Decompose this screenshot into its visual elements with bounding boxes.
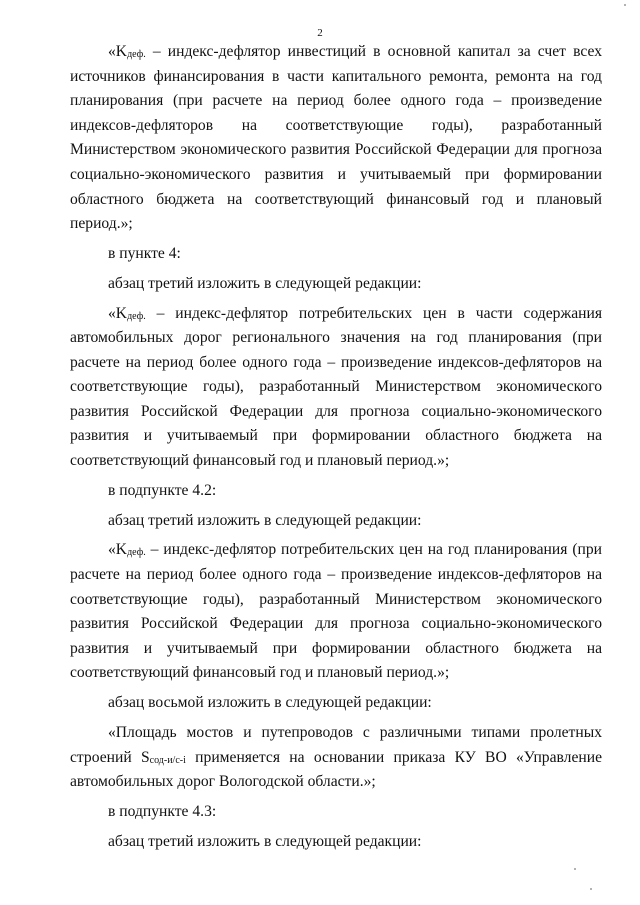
subscript: деф.	[127, 49, 146, 60]
paragraph-text-start: «K	[108, 541, 128, 559]
paragraph-text: в пункте 4:	[108, 244, 181, 262]
paragraph-subitem-4-2	[70, 479, 602, 504]
paragraph-kdef-roads	[70, 302, 602, 474]
paragraph-text-start: «K	[108, 304, 128, 322]
paragraph-text: абзац восьмой изложить в следующей редакции:	[108, 694, 432, 712]
paragraph-text-start: «Площадь мостов и путепроводов с различными типами пролетных строений S	[70, 723, 602, 766]
paragraph-kdef-investment	[70, 40, 602, 237]
paragraph-text: абзац третий изложить в следующей редакции:	[108, 274, 422, 292]
paragraph-subitem-4-3	[70, 800, 602, 825]
document-body	[70, 40, 602, 859]
paragraph-text: – индекс-дефлятор потребительских цен в части содержания автомобильных дорог регионального значения на год планирования (при расчете на период более одного года – произведение индексов-дефляторов на соответствующие годы), разработанный Министерством экономического развития Российской Федерации для прогноза социально-экономического развития и учитываемый при формировании областного бюджета на соответствующий финансовый год и плановый период.»;	[70, 304, 602, 470]
paragraph-text: – индекс-дефлятор инвестиций в основной капитал за счет всех источников финансирования в части капитального ремонта, ремонта на год планирования (при расчете на период более одного года – произведение индексов-дефляторов на соответствующие годы), разработанный Министерством экономического развития Российской Федерации для прогноза социально-экономического развития и учитываемый при формировании областного бюджета на соответствующий финансовый год и плановый период.»;	[70, 43, 602, 233]
subscript: сод-и/с-i	[149, 754, 186, 766]
paragraph-bridges	[70, 721, 602, 795]
paragraph-text: в подпункте 4.3:	[108, 802, 217, 820]
subscript: деф.	[127, 547, 146, 559]
scan-speck	[574, 868, 576, 870]
paragraph-amend-eighth	[70, 691, 602, 716]
paragraph-item-4	[70, 242, 602, 267]
paragraph-text-start: «K	[108, 43, 128, 60]
paragraph-text: в подпункте 4.2:	[108, 481, 217, 499]
paragraph-text: абзац третий изложить в следующей редакции:	[108, 832, 422, 850]
paragraph-text: – индекс-дефлятор потребительских цен на год планирования (при расчете на период более одного года – произведение индексов-дефляторов на соответствующие годы), разработанный Министерством экономического развития Российской Федерации для прогноза социально-экономического развития и учитываемый при формировании областного бюджета на соответствующий финансовый год и плановый период.»;	[70, 541, 602, 682]
scan-speck	[590, 888, 592, 890]
paragraph-text: абзац третий изложить в следующей редакции:	[108, 511, 422, 529]
scan-speck	[624, 4, 626, 6]
paragraph-text: применяется на основании приказа КУ ВО «Управление автомобильных дорог Вологодской области.»;	[70, 748, 602, 791]
paragraph-amend-third-3	[70, 830, 602, 855]
subscript: деф.	[127, 310, 146, 322]
paragraph-kdef-consumer	[70, 538, 602, 686]
paragraph-amend-third-2	[70, 509, 602, 534]
page-number: 2	[317, 27, 323, 39]
paragraph-amend-third	[70, 272, 602, 297]
